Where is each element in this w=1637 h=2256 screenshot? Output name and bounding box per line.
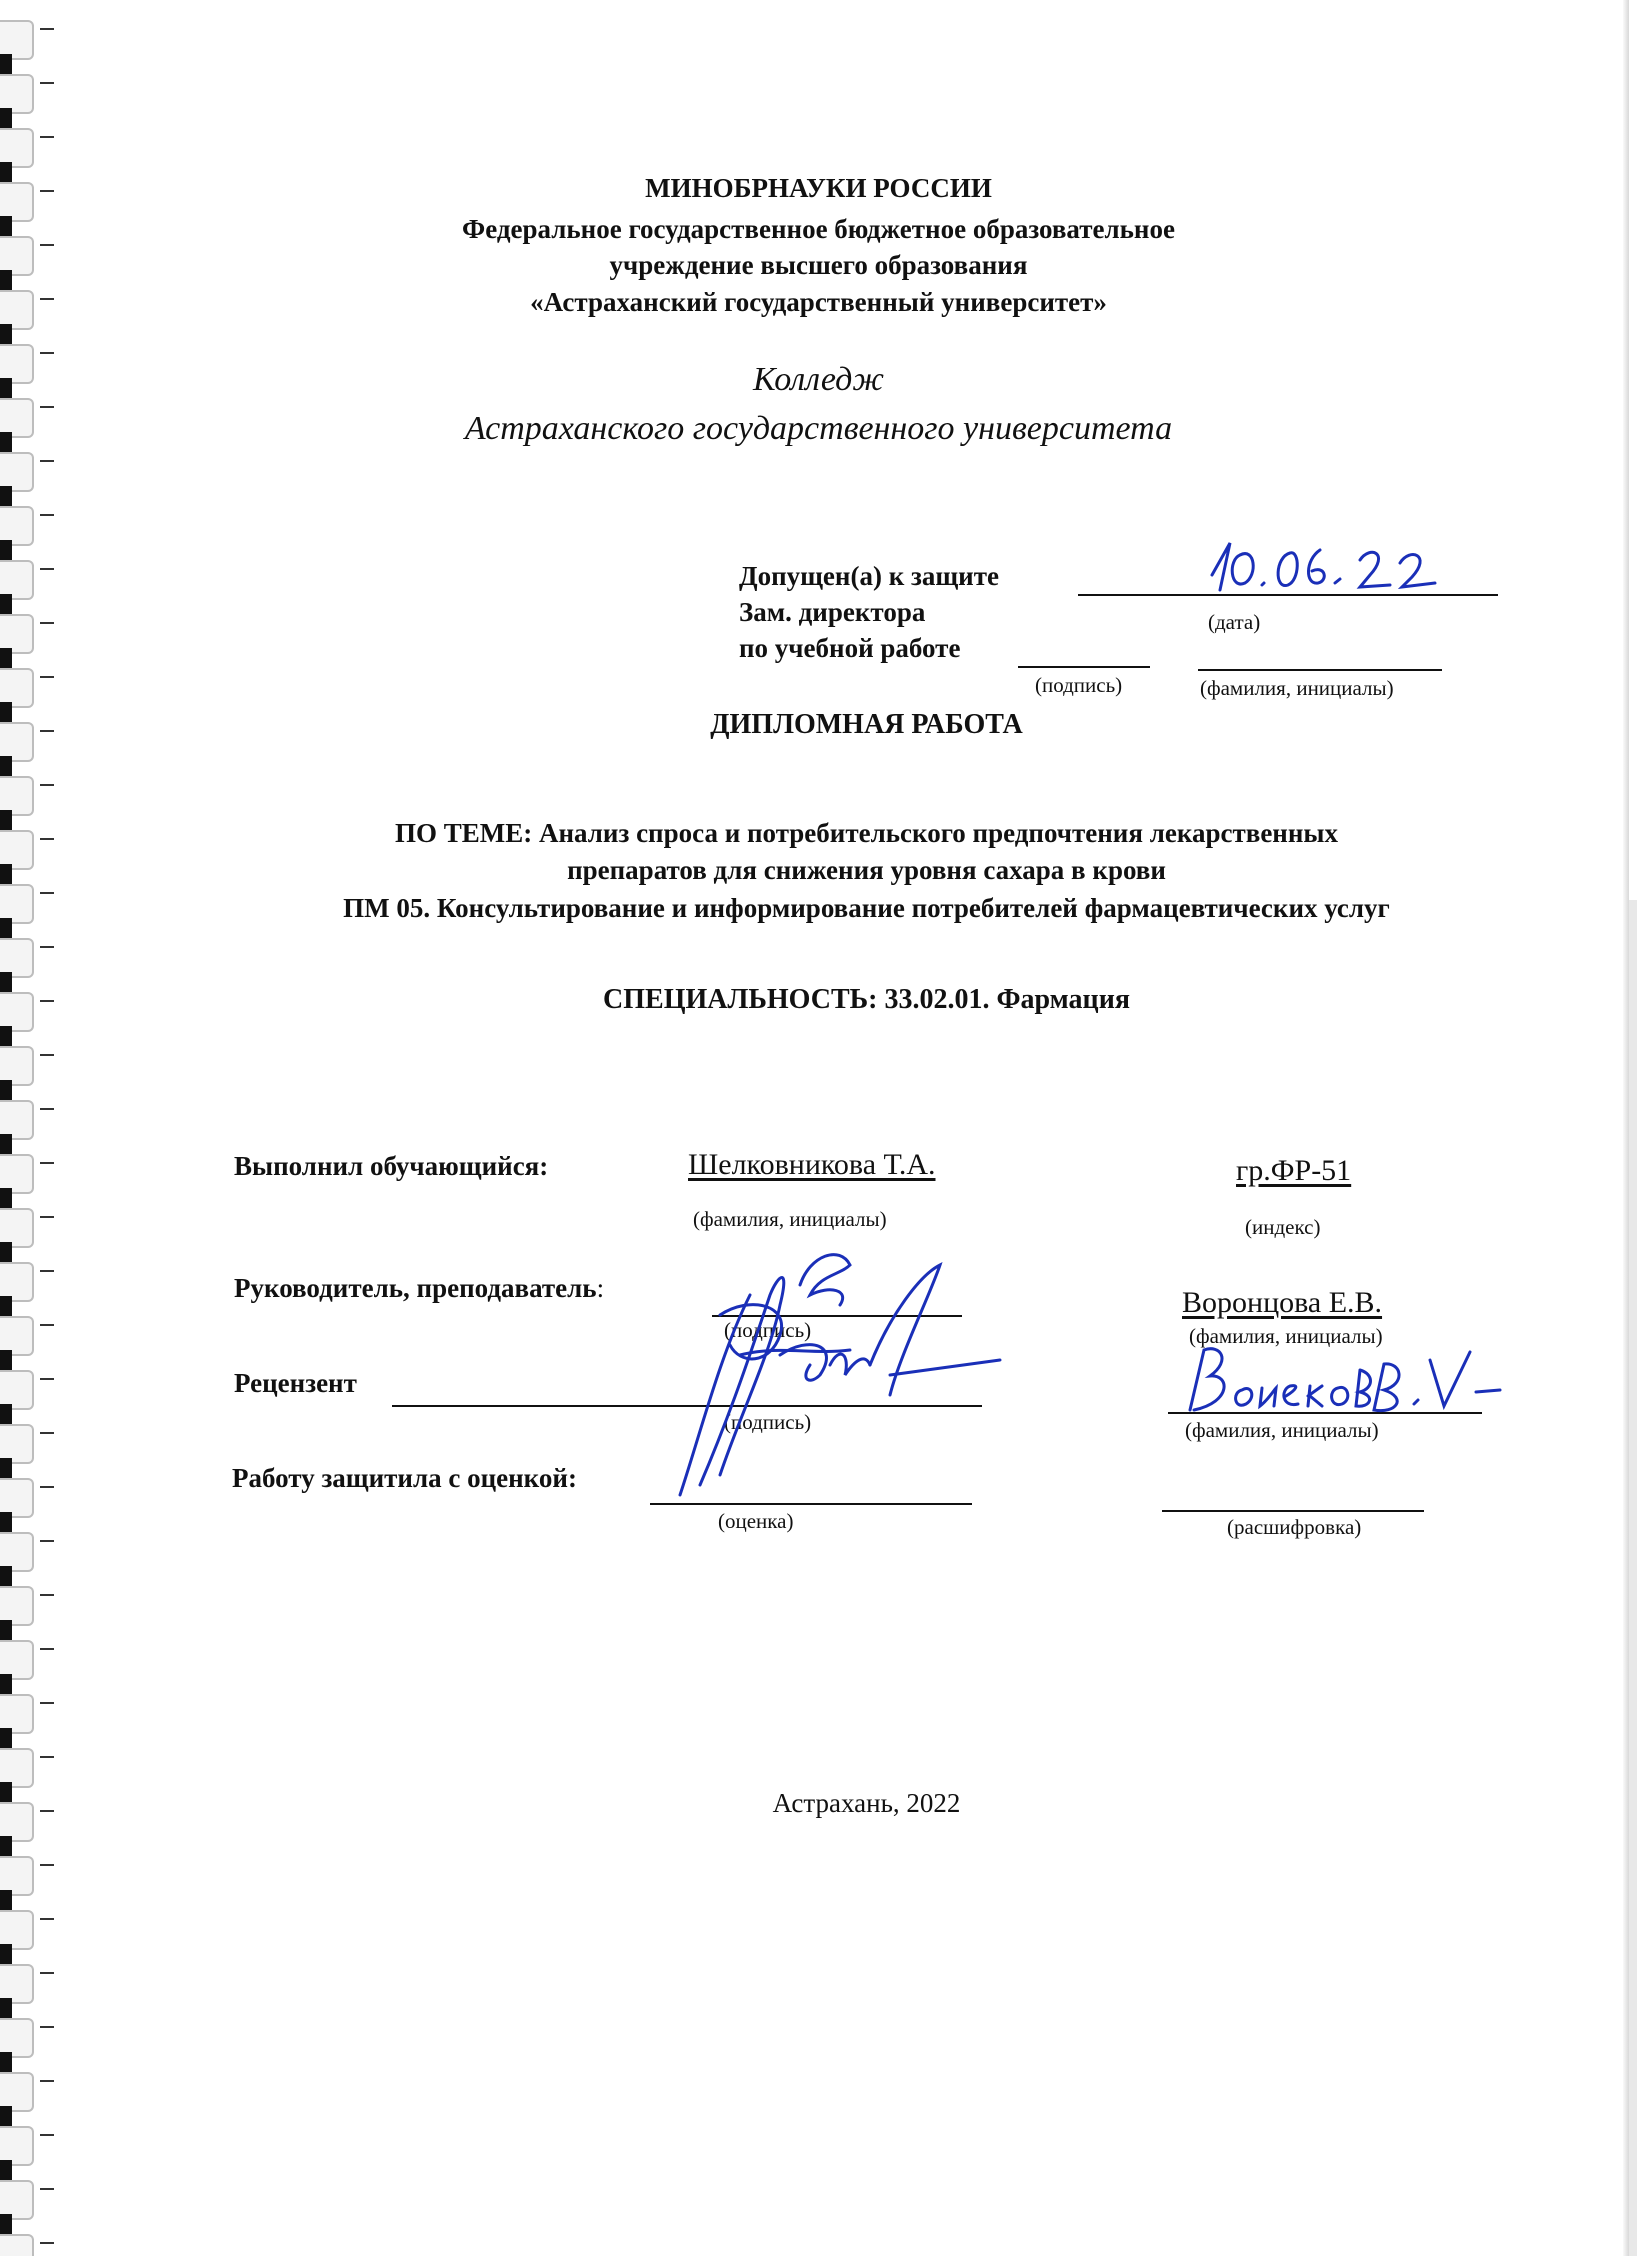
binding-mark	[40, 1594, 54, 1596]
binding-mark	[40, 1324, 54, 1326]
spiral-binding	[0, 0, 60, 2256]
binding-mark	[40, 1108, 54, 1110]
binding-mark	[40, 352, 54, 354]
date-caption: (дата)	[1208, 610, 1261, 634]
deputy-label: Зам. директора	[739, 597, 926, 627]
page-edge-shadow-lower	[1629, 900, 1637, 2256]
grade-line	[650, 1503, 972, 1505]
binding-mark	[40, 568, 54, 570]
handwritten-date	[1200, 535, 1440, 600]
work-title: ДИПЛОМНАЯ РАБОТА	[710, 709, 1023, 740]
binding-mark	[40, 1918, 54, 1920]
binding-mark	[40, 1378, 54, 1380]
binding-mark	[40, 1756, 54, 1758]
defense-label: Работу защитила с оценкой:	[232, 1463, 577, 1493]
binding-mark	[40, 1216, 54, 1218]
supervisor-name: Воронцова Е.В.	[1182, 1286, 1383, 1319]
binding-mark	[40, 1432, 54, 1434]
topic-line-3: ПМ 05. Консультирование и информирование потребителей фармацевтических услуг	[343, 893, 1390, 923]
binding-mark	[40, 2188, 54, 2190]
binding-mark	[40, 2134, 54, 2136]
deputy-name-line	[1198, 669, 1442, 671]
binding-ring	[0, 2234, 34, 2256]
institution-line-1: Федеральное государственное бюджетное образовательное	[462, 214, 1175, 244]
binding-mark	[40, 2242, 54, 2244]
city-year: Астрахань, 2022	[772, 1788, 961, 1818]
admitted-label: Допущен(а) к защите	[739, 561, 999, 591]
topic-line-1: ПО ТЕМЕ: Анализ спроса и потребительского предпочтения лекарственных	[394, 818, 1339, 848]
binding-mark	[40, 1972, 54, 1974]
signature-caption: (подпись)	[1035, 673, 1123, 697]
decode-caption: (расшифровка)	[1227, 1515, 1362, 1539]
reviewer-signature-caption: (подпись)	[724, 1410, 812, 1434]
binding-mark	[40, 946, 54, 948]
binding-mark	[40, 784, 54, 786]
college-line-2: Астраханского государственного университета	[464, 410, 1173, 447]
university-name: «Астраханский государственный университет»	[530, 287, 1107, 317]
deputy-signature-line	[1018, 666, 1150, 668]
binding-mark	[40, 28, 54, 30]
group-caption: (индекс)	[1245, 1215, 1321, 1239]
binding-mark	[40, 2080, 54, 2082]
student-label: Выполнил обучающийся:	[234, 1151, 549, 1181]
binding-mark	[40, 1270, 54, 1272]
binding-mark	[40, 82, 54, 84]
binding-mark	[40, 1054, 54, 1056]
reviewer-name-caption: (фамилия, инициалы)	[1185, 1418, 1379, 1442]
binding-mark	[40, 460, 54, 462]
topic-line-2: препаратов для снижения уровня сахара в крови	[567, 855, 1166, 885]
supervisor-label: Руководитель, преподаватель:	[234, 1273, 605, 1303]
binding-mark	[40, 1702, 54, 1704]
supervisor-signature	[640, 1235, 1010, 1505]
grade-caption: (оценка)	[718, 1509, 794, 1533]
supervisor-name-caption: (фамилия, инициалы)	[1189, 1324, 1383, 1348]
ministry-heading: МИНОБРНАУКИ РОССИИ	[645, 173, 992, 203]
name-caption: (фамилия, инициалы)	[1200, 676, 1394, 700]
binding-mark	[40, 1648, 54, 1650]
binding-mark	[40, 1486, 54, 1488]
specialty: СПЕЦИАЛЬНОСТЬ: 33.02.01. Фармация	[603, 984, 1130, 1015]
reviewer-label: Рецензент	[234, 1368, 357, 1398]
binding-mark	[40, 2026, 54, 2028]
supervisor-signature-caption: (подпись)	[724, 1318, 812, 1342]
academic-label: по учебной работе	[739, 633, 961, 663]
binding-mark	[40, 136, 54, 138]
reviewer-handwritten-name	[1170, 1340, 1510, 1420]
student-name: Шелковникова Т.А.	[688, 1148, 936, 1181]
binding-mark	[40, 514, 54, 516]
student-group: гр.ФР-51	[1236, 1154, 1352, 1187]
binding-mark	[40, 1864, 54, 1866]
decode-line	[1162, 1510, 1424, 1512]
institution-line-2: учреждение высшего образования	[609, 250, 1028, 280]
binding-mark	[40, 622, 54, 624]
binding-mark	[40, 1162, 54, 1164]
binding-mark	[40, 1540, 54, 1542]
binding-mark	[40, 676, 54, 678]
college-line-1: Колледж	[752, 361, 884, 398]
student-name-caption: (фамилия, инициалы)	[693, 1207, 887, 1231]
